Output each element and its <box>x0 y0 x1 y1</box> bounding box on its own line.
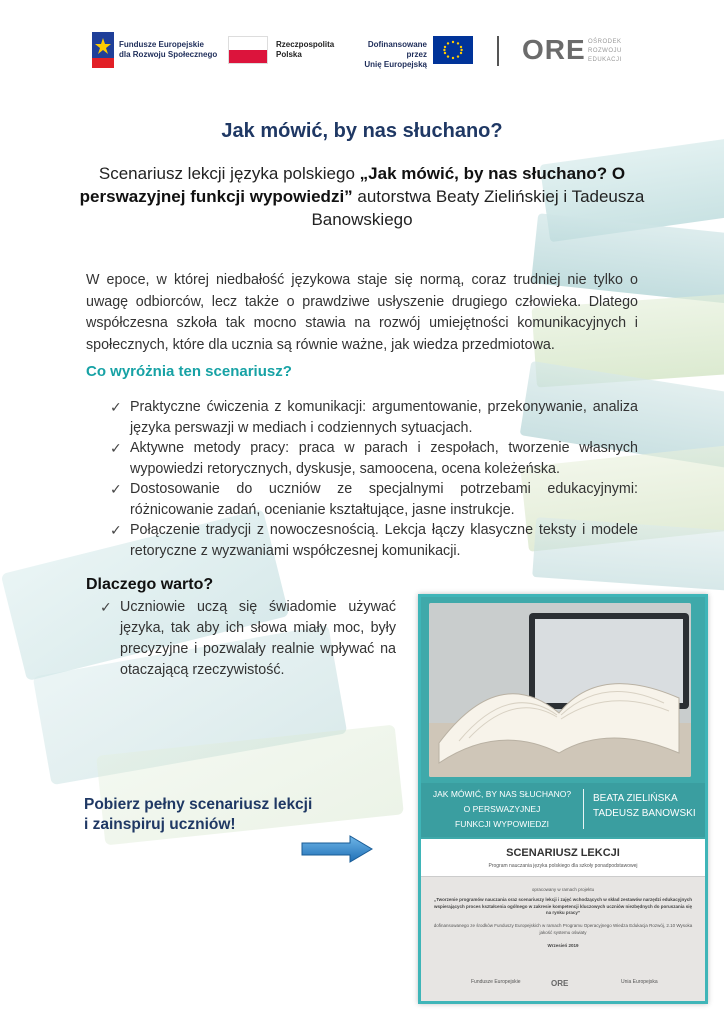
scenario-cover-thumbnail[interactable] <box>418 594 708 1004</box>
check-icon: ✓ <box>100 599 112 615</box>
open-book-photo <box>429 603 691 777</box>
polish-flag-icon <box>228 36 268 64</box>
subtitle <box>70 162 654 231</box>
ore-line2: ROZWOJU <box>588 48 622 54</box>
list-item <box>110 438 638 479</box>
features-list <box>110 397 638 561</box>
cover-author2: TADEUSZ BANOWSKI <box>593 808 696 819</box>
cover-project: „Tworzenie programów nauczania oraz scenariuszy lekcji i zajęć wchodzących w skład zestawów narzędzi edukacyjnych wspierających proces kształcenia ogólnego w zakresie kompetencji kluczowych uczniów niezbędnych do poruszania się na rynku pracy” <box>433 897 693 915</box>
arrow-right-icon[interactable] <box>300 834 374 864</box>
page-title: Jak mówić, by nas słuchano? <box>221 120 503 142</box>
why-list <box>100 597 396 681</box>
cover-logo-fe: Fundusze Europejskie <box>471 979 521 985</box>
feature-text: Dostosowanie do uczniów ze specjalnymi potrzebami edukacyjnymi: różnicowanie zadań, ocenianie kształtujące, jasne instrukcje. <box>130 481 638 518</box>
ore-line3: EDUKACJI <box>588 57 622 63</box>
cover-heading: SCENARIUSZ LEKCJI <box>506 847 620 859</box>
ore-line1: OŚRODEK <box>588 39 622 45</box>
subtitle-part1: Scenariusz lekcji języka polskiego <box>98 164 360 183</box>
feature-text: Połączenie tradycji z nowoczesnością. Lekcja łączy klasyczne teksty i modele retoryczne z wyzwaniami współczesnej komunikacji. <box>130 522 638 559</box>
cover-logo-eu: Unia Europejska <box>621 979 658 985</box>
rzeczpospolita-logo <box>228 36 338 66</box>
cover-author1: BEATA ZIELIŃSKA <box>593 793 678 804</box>
cover-title-line2: O PERSWAZYJNEJ <box>463 804 541 814</box>
rp-line2: Polska <box>276 50 302 59</box>
cover-divider <box>583 789 584 829</box>
check-icon: ✓ <box>110 481 122 497</box>
download-cta[interactable] <box>84 795 312 835</box>
cover-program: Program nauczania języka polskiego dla szkoły ponadpodstawowej <box>488 863 638 869</box>
cta-line2: i zainspiruj uczniów! <box>84 816 236 833</box>
cover-title-line3: FUNKCJI WYPOWIEDZI <box>455 819 549 829</box>
cover-prepared: opracowany w ramach projektu <box>531 887 595 892</box>
cover-funding: dofinansowanego ze środków Funduszy Europejskich w ramach Programu Operacyjnego Wiedza Edukacja Rozwój, 2.10 Wysoka jakość systemu oświaty <box>433 923 693 935</box>
ore-wordmark: ORE <box>522 34 586 65</box>
header-logos <box>92 30 652 74</box>
eu-line1: Dofinansowane przez <box>367 40 427 59</box>
check-icon: ✓ <box>110 440 122 456</box>
check-icon: ✓ <box>110 522 122 538</box>
features-heading: Co wyróżnia ten scenariusz? <box>86 363 292 380</box>
list-item <box>100 597 396 681</box>
eu-line2: Unię Europejską <box>364 60 427 69</box>
list-item <box>110 479 638 520</box>
logo-separator <box>497 36 499 66</box>
rp-line1: Rzeczpospolita <box>276 40 335 49</box>
cover-logos <box>431 979 695 993</box>
eu-flag-icon <box>433 36 473 64</box>
why-heading: Dlaczego warto? <box>86 576 214 593</box>
ore-logo <box>522 34 642 70</box>
subtitle-part2: autorstwa Beaty Zielińskiej i Tadeusza Banowskiego <box>311 187 645 229</box>
feature-text: Praktyczne ćwiczenia z komunikacji: argumentowanie, przekonywanie, analiza języka perswazji w mediach i codziennych sytuacjach. <box>130 399 638 436</box>
fe-line1: Fundusze Europejskie <box>119 40 204 49</box>
eu-logo <box>347 36 477 69</box>
fe-line2: dla Rozwoju Społecznego <box>119 50 218 59</box>
why-text: Uczniowie uczą się świadomie używać języka, tak aby ich słowa miały moc, były precyzyjne i pozwalały realnie wpływać na otaczającą rzeczywistość. <box>120 599 396 678</box>
cover-logo-ore: ORE <box>551 979 569 988</box>
feature-text: Aktywne metody pracy: praca w parach i zespołach, tworzenie własnych wypowiedzi retorycznych, dyskusje, samoocena, ocena koleżeńska. <box>130 440 638 477</box>
intro-paragraph: W epoce, w której niedbałość językowa staje się normą, coraz trudniej nie tylko o uwagę odbiorców, lecz także o prawdziwe usłyszenie drugiego człowieka. Dlatego współczesna szkoła tak mocno stawia na rozwój umiejętności komunikacyjnych i społecznych, które dla ucznia są równie ważne, jak wiedza przedmiotowa. <box>86 272 638 353</box>
list-item <box>110 397 638 438</box>
subtitle-bold: „Jak mówić, by nas słuchano? O perswazyjnej funkcji wypowiedzi” <box>79 164 626 206</box>
cover-title-line1: JAK MÓWIĆ, BY NAS SŁUCHANO? <box>432 789 572 799</box>
check-icon: ✓ <box>110 399 122 415</box>
cover-date: Wrzesień 2019 <box>547 943 579 948</box>
cta-line1: Pobierz pełny scenariusz lekcji <box>84 796 313 813</box>
fundusze-europejskie-logo <box>92 32 222 70</box>
list-item <box>110 520 638 561</box>
fe-star-icon <box>92 32 114 68</box>
